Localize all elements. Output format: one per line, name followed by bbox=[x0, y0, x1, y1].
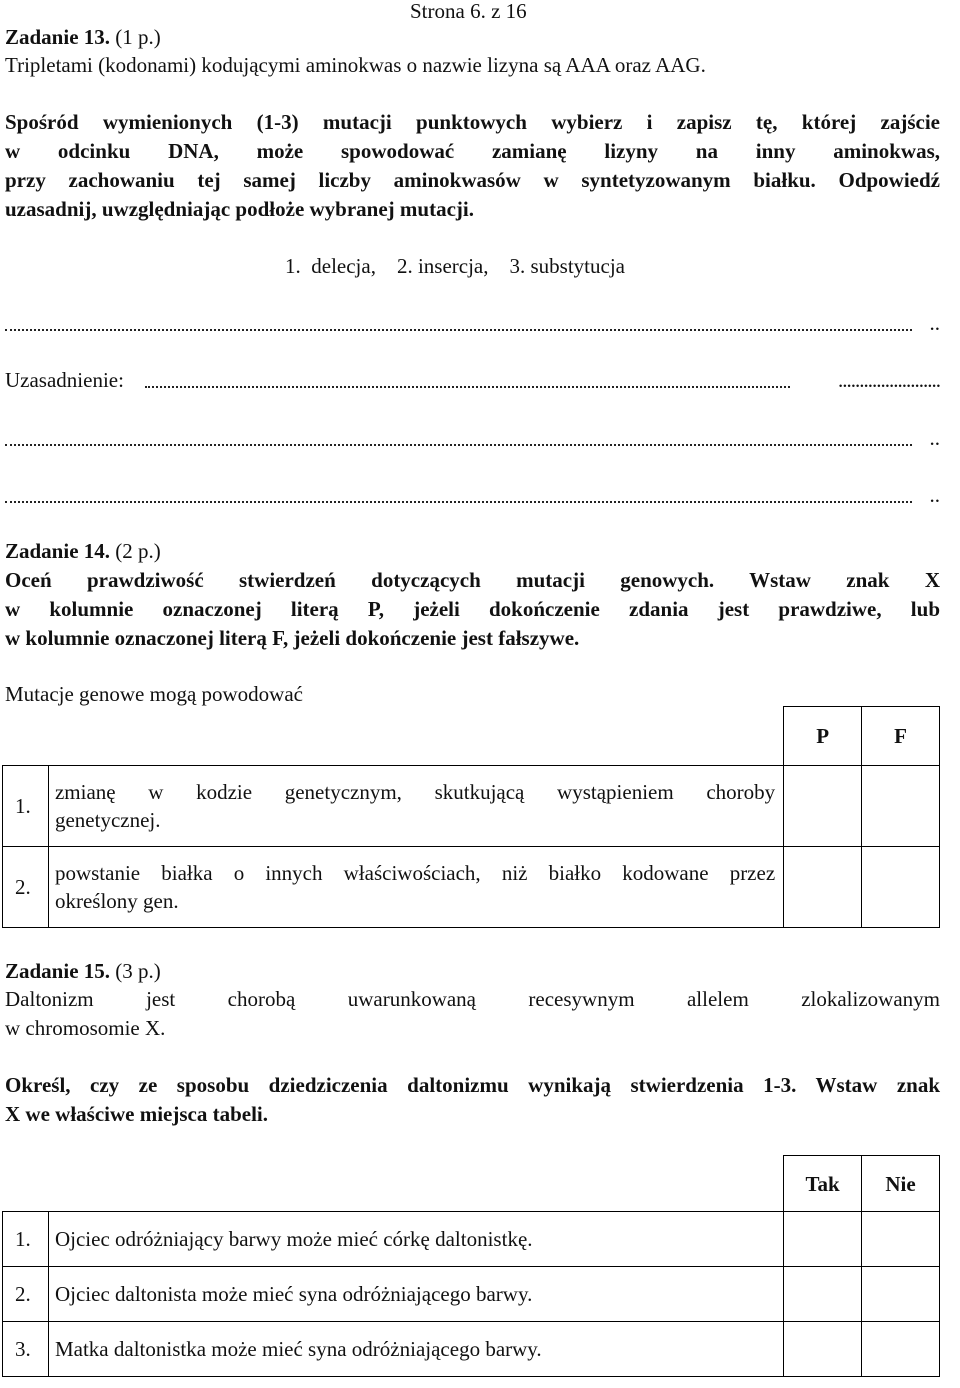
task15-instruction-line-1: Określ, czy ze sposobu dziedziczenia daltonizmu wynikają stwierdzenia 1-3. Wstaw znak bbox=[5, 1073, 940, 1097]
col-tak-header: Tak bbox=[784, 1156, 862, 1212]
task14-lead: Mutacje genowe mogą powodować bbox=[5, 682, 303, 706]
answer-cell-tak[interactable] bbox=[784, 1267, 862, 1322]
row-text: Ojciec daltonista może mieć syna odróżniającego barwy. bbox=[48, 1267, 783, 1322]
page-number: Strona 6. z 16 bbox=[410, 0, 527, 23]
row-text bbox=[48, 847, 783, 928]
task14-points: (2 p.) bbox=[115, 539, 161, 563]
task13-points: (1 p.) bbox=[115, 25, 161, 49]
row-text-line-1: powstanie białka o innych właściwościach, niż białko kodowane przez bbox=[54, 861, 776, 885]
task15-intro-line-2: w chromosomie X. bbox=[5, 1016, 166, 1040]
task14-instruction-line-3: w kolumnie oznaczonej literą F, jeżeli dokończenie jest fałszywe. bbox=[5, 626, 580, 650]
task13-instruction-line-3: przy zachowaniu tej samej liczby aminokwasów w syntetyzowanym białku. Odpowiedź bbox=[5, 168, 940, 192]
answer-cell-tak[interactable] bbox=[784, 1322, 862, 1377]
table-row bbox=[3, 847, 940, 928]
task13-justification-line-2[interactable] bbox=[5, 424, 940, 452]
answer-cell-p[interactable] bbox=[784, 847, 862, 928]
answer-cell-nie[interactable] bbox=[862, 1267, 940, 1322]
row-number: 2. bbox=[3, 1267, 49, 1322]
header-spacer-2 bbox=[48, 707, 783, 766]
task13-title: Zadanie 13. bbox=[5, 25, 111, 49]
line-3-tail: .. bbox=[929, 483, 940, 507]
task13-instruction-line-1: Spośród wymienionych (1-3) mutacji punktowych wybierz i zapisz tę, której zajście bbox=[5, 110, 940, 134]
task15-intro-line-1: Daltonizm jest chorobą uwarunkowaną recesywnym allelem zlokalizowanym bbox=[5, 987, 940, 1011]
justification-tail: ........................ bbox=[838, 368, 940, 392]
col-f-header: F bbox=[862, 707, 940, 766]
task13-justification-line-3[interactable] bbox=[5, 481, 940, 509]
task13-heading bbox=[5, 23, 940, 51]
task15-table bbox=[2, 1155, 940, 1377]
row-text bbox=[48, 766, 783, 847]
line-2-tail: .. bbox=[929, 426, 940, 450]
justification-dotted-line bbox=[145, 386, 790, 388]
row-text: Matka daltonistka może mieć syna odróżniającego barwy. bbox=[48, 1322, 783, 1377]
answer-cell-f[interactable] bbox=[862, 847, 940, 928]
row-number: 3. bbox=[3, 1322, 49, 1377]
task13-instruction-line-2: w odcinku DNA, może spowodować zamianę lizyny na inny aminokwas, bbox=[5, 139, 940, 163]
task13-justification-row[interactable] bbox=[5, 366, 940, 394]
header-spacer bbox=[3, 1156, 49, 1212]
task15-heading bbox=[5, 957, 940, 985]
answer-cell-p[interactable] bbox=[784, 766, 862, 847]
justification-label: Uzasadnienie: bbox=[5, 368, 124, 392]
answer-cell-nie[interactable] bbox=[862, 1322, 940, 1377]
task13-instruction-line-4: uzasadnij, uwzględniając podłoże wybranej mutacji. bbox=[5, 197, 474, 221]
task14-instruction-line-2: w kolumnie oznaczonej literą P, jeżeli dokończenie zdania jest prawdziwe, lub bbox=[5, 597, 940, 621]
task15-instruction-line-2: X we właściwe miejsca tabeli. bbox=[5, 1102, 269, 1126]
row-number: 1. bbox=[3, 766, 49, 847]
col-p-header: P bbox=[784, 707, 862, 766]
task13-intro: Tripletami (kodonami) kodującymi aminokwas o nazwie lizyna są AAA oraz AAG. bbox=[5, 53, 706, 77]
col-nie-header: Nie bbox=[862, 1156, 940, 1212]
row-number: 1. bbox=[3, 1212, 49, 1267]
answer-line-tail: .. bbox=[929, 311, 940, 335]
task15-header-row bbox=[3, 1156, 940, 1212]
table-row bbox=[3, 1212, 940, 1267]
task13-answer-line[interactable] bbox=[5, 309, 940, 337]
table-row bbox=[3, 1267, 940, 1322]
row-text-line-1: zmianę w kodzie genetycznym, skutkującą wystąpieniem choroby bbox=[54, 780, 776, 804]
task15-title: Zadanie 15. bbox=[5, 959, 111, 983]
answer-cell-tak[interactable] bbox=[784, 1212, 862, 1267]
answer-cell-f[interactable] bbox=[862, 766, 940, 847]
dotted-line-2 bbox=[5, 444, 912, 446]
row-text-line-2: określony gen. bbox=[54, 889, 179, 913]
row-text-line-2: genetycznej. bbox=[54, 808, 161, 832]
task14-instruction-line-1: Oceń prawdziwość stwierdzeń dotyczących mutacji genowych. Wstaw znak X bbox=[5, 568, 940, 592]
answer-dotted-line bbox=[5, 329, 912, 331]
task14-heading bbox=[5, 537, 940, 565]
dotted-line-3 bbox=[5, 501, 912, 503]
row-text: Ojciec odróżniający barwy może mieć córkę daltonistkę. bbox=[48, 1212, 783, 1267]
table-row bbox=[3, 1322, 940, 1377]
task15-points: (3 p.) bbox=[115, 959, 161, 983]
task14-table bbox=[2, 706, 940, 928]
row-number: 2. bbox=[3, 847, 49, 928]
task13-options: 1. delecja, 2. insercja, 3. substytucja bbox=[285, 254, 625, 278]
header-spacer bbox=[3, 707, 49, 766]
answer-cell-nie[interactable] bbox=[862, 1212, 940, 1267]
header-spacer-2 bbox=[48, 1156, 783, 1212]
task14-title: Zadanie 14. bbox=[5, 539, 111, 563]
table-row bbox=[3, 766, 940, 847]
task14-header-row bbox=[3, 707, 940, 766]
